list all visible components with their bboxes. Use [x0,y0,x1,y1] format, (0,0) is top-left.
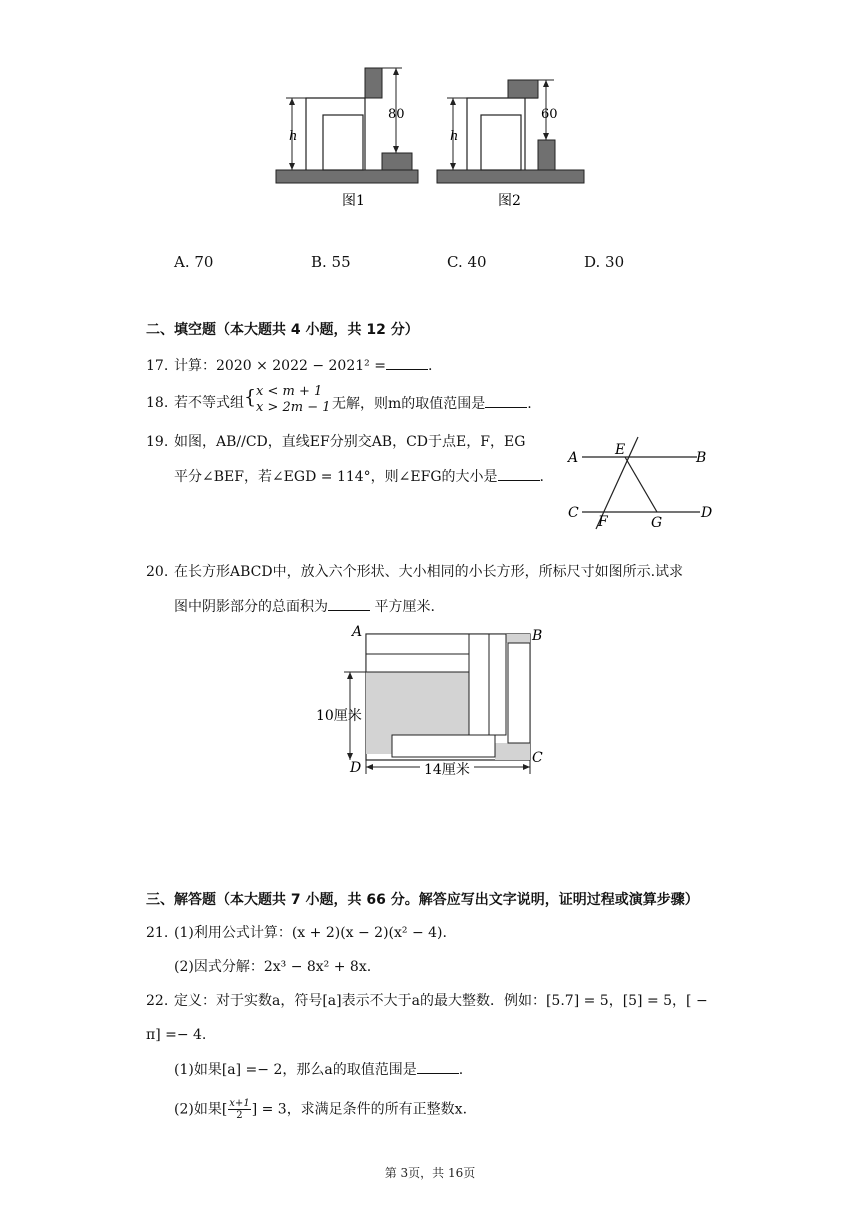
choice-b: B. 55 [311,253,351,271]
q19-number: 19. [146,434,169,450]
q21-p1: (1)利用公式计算：(x + 2)(x − 2)(x² − 4). [174,925,447,941]
q19-end: . [539,469,544,485]
q21-p2: (2)因式分解：2x³ − 8x² + 8x. [174,959,372,975]
q17-end: . [427,358,433,374]
question-20-line1 [146,562,683,582]
q17-text: 计算：2020 × 2022 − 2021² = [174,358,386,374]
q19-line1: 如图，AB//CD，直线EF分别交AB，CD于点E，F，EG [174,434,526,450]
q20-number: 20. [146,564,169,580]
q22-number: 22. [146,993,169,1009]
q22-frac-den: 2 [236,1110,243,1121]
q18-post: 无解，则m的取值范围是 [332,396,486,412]
q22-line1: 定义：对于实数a，符号[a]表示不大于a的最大整数．例如：[5.7] = 5，[5] = 5，[ − [174,993,708,1009]
section-2-title: 二、填空题（本大题共 4 小题，共 12 分） [146,322,419,338]
choice-c: C. 40 [447,253,487,271]
q19-label-g: G [651,515,663,531]
q20-width-label: 14厘米 [424,762,470,778]
question-18 [146,393,244,413]
question-19-line2 [174,466,544,487]
q20-height-label: 10厘米 [316,708,362,724]
page-footer: 第 3页，共 16页 [384,1166,476,1180]
q19-blank [498,466,540,481]
q22-fraction [228,1098,250,1121]
q18-brace: { [244,386,257,408]
q20-label-a: A [352,624,363,640]
question-22-part1 [174,1059,463,1080]
question-17 [146,355,432,376]
q20-line2: 图中阴影部分的总面积为 [174,599,328,615]
section-3-title: 三、解答题（本大题共 7 小题，共 66 分。解答应写出文字说明，证明过程或演算步骤） [146,892,699,908]
q22-blank [417,1059,459,1074]
question-22-part2 [174,1098,467,1121]
q20-label-b: B [532,628,543,644]
dim-80: 80 [388,107,405,122]
question-22-line1 [146,991,708,1011]
choice-d: D. 30 [584,253,625,271]
question-21-part1 [146,923,447,943]
dim-60: 60 [541,107,558,122]
q20-label-d: D [350,760,362,776]
fig1-caption: 图1 [342,193,365,209]
q20-label-c: C [532,750,543,766]
choice-a: A. 70 [174,253,214,271]
q18-number: 18. [146,395,169,411]
q22-p2-pre: (2)如果[ [174,1101,228,1118]
q19-label-f: F [598,514,608,530]
h-label-2: h [450,129,459,144]
q18-blank [485,393,527,408]
q18-end: . [527,396,532,412]
q19-label-c: C [568,505,579,521]
q18-pre: 若不等式组 [174,395,244,411]
q19-label-d: D [701,505,713,521]
q20-figure [310,622,550,782]
question-19-line1 [146,432,525,452]
q20-line1: 在长方形ABCD中，放入六个形状、大小相同的小长方形，所标尺寸如图所示.试求 [174,564,684,580]
q18-system [256,384,331,416]
fig2-caption: 图2 [498,193,521,209]
q18-line1: x < m + 1 [256,384,323,399]
figure-1 [276,68,418,209]
q19-label-b: B [696,450,707,466]
q20-line2-end: 平方厘米. [370,599,435,615]
q22-p1-end: . [458,1062,464,1078]
height-figures [270,60,590,215]
q18-line2: x > 2m − 1 [256,400,331,415]
q22-p1: (1)如果[a] =− 2，那么a的取值范围是 [174,1062,417,1078]
q22-line2: π] =− 4. [146,1027,207,1043]
q19-figure [562,432,722,532]
h-label-1: h [289,129,298,144]
q22-p2-post: ] = 3，求满足条件的所有正整数x. [251,1101,468,1118]
q22-frac-num: x+1 [229,1098,250,1109]
q19-label-e: E [615,442,626,458]
q18-tail [332,393,532,414]
q17-blank [386,355,428,370]
q19-line2: 平分∠BEF，若∠EGD = 114°，则∠EFG的大小是 [174,469,498,485]
q17-number: 17. [146,358,169,374]
q20-blank [328,596,370,611]
q19-label-a: A [568,450,579,466]
figure-2 [437,80,584,209]
q21-number: 21. [146,925,169,941]
question-20-line2 [174,596,435,617]
